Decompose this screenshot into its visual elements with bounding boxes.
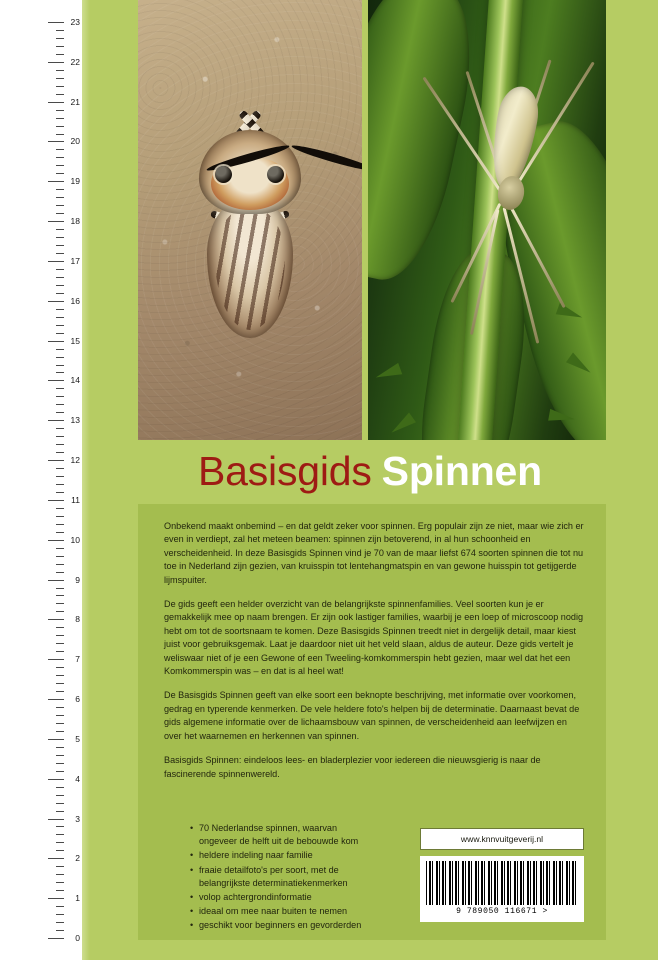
ruler-tick-minor xyxy=(56,237,64,238)
barcode-number: 9 789050 116671 > xyxy=(456,907,548,916)
bullet-text: 70 Nederlandse spinnen, waarvan xyxy=(199,823,338,833)
ruler-label: 4 xyxy=(75,773,80,784)
ruler-tick-minor xyxy=(56,476,64,477)
ruler-label: 6 xyxy=(75,694,80,705)
ruler-tick-minor xyxy=(56,588,64,589)
ruler-tick-minor xyxy=(56,30,64,31)
ruler-tick-minor xyxy=(56,731,64,732)
ruler-tick-minor xyxy=(56,388,64,389)
ruler-tick-major xyxy=(48,102,64,103)
ruler-tick-minor xyxy=(56,595,64,596)
ruler-strip xyxy=(0,0,82,960)
ruler-tick-major xyxy=(48,141,64,142)
ruler-label: 11 xyxy=(71,494,80,505)
ruler-tick-minor xyxy=(56,484,64,485)
ruler-tick-minor xyxy=(56,811,64,812)
ruler-tick-minor xyxy=(56,317,64,318)
ruler-label: 12 xyxy=(70,455,80,466)
bullet-subtext: belangrijkste determinatiekenmerken xyxy=(199,877,348,888)
book-back-cover xyxy=(82,0,658,960)
ruler-tick-major xyxy=(48,380,64,381)
ruler-tick-minor xyxy=(56,54,64,55)
ruler-tick-major xyxy=(48,22,64,23)
ruler-label: 13 xyxy=(70,415,80,426)
ruler-tick-minor xyxy=(56,651,64,652)
ruler-tick-minor xyxy=(56,436,64,437)
ruler-tick-minor xyxy=(56,611,64,612)
feature-bullet-list xyxy=(190,822,440,934)
ruler-tick-minor xyxy=(56,365,64,366)
blurb-paragraphs xyxy=(164,520,584,792)
ruler-tick-minor xyxy=(56,683,64,684)
blurb-paragraph-3: De Basisgids Spinnen geeft van elke soort een beknopte beschrijving, met informatie over voorkomen, gedrag en typerende kenmerken. De vele heldere foto's helpen bij de determinatie. Daarnaast bevat de gids algemene informatie over de lichaamsbouw van spinnen, de verscheidenheid aan leefwijzen en over het waarnemen en herkennen van spinnen. xyxy=(164,690,580,741)
ruler-label: 3 xyxy=(75,813,80,824)
ruler-tick-minor xyxy=(56,691,64,692)
cover-photo-row xyxy=(138,0,606,440)
ruler-tick-minor xyxy=(56,94,64,95)
list-item xyxy=(190,891,440,904)
ruler-label: 1 xyxy=(75,893,80,904)
ruler-tick-minor xyxy=(56,277,64,278)
ruler-tick-minor xyxy=(56,715,64,716)
ruler-tick-minor xyxy=(56,46,64,47)
barcode-bars xyxy=(426,861,578,905)
ruler-tick-minor xyxy=(56,86,64,87)
ruler-tick-major xyxy=(48,62,64,63)
ruler-tick-minor xyxy=(56,874,64,875)
ruler-tick-minor xyxy=(56,667,64,668)
ruler-label: 0 xyxy=(75,933,80,943)
ruler-tick-minor xyxy=(56,468,64,469)
cover-title xyxy=(82,440,658,502)
ruler-tick-minor xyxy=(56,556,64,557)
list-item xyxy=(190,919,440,932)
blurb-paragraph-4: Basisgids Spinnen: eindeloos lees- en bladerplezier voor iedereen die nieuwsgierig is naar de fascinerende spinnenwereld. xyxy=(164,755,541,779)
bullet-text: heldere indeling naar familie xyxy=(199,850,313,861)
ruler-tick-minor xyxy=(56,516,64,517)
ruler-tick-minor xyxy=(56,914,64,915)
ruler-tick-major xyxy=(48,898,64,899)
ruler-tick-minor xyxy=(56,850,64,851)
blurb-paragraph-1: Onbekend maakt onbemind – en dat geldt zeker voor spinnen. Erg populair zijn ze niet, maar wie zich er even in verdiept, zal het meteen beamen: spinnen zijn betoverend, in al hun schoonheid en verscheidenheid. In deze Basisgids Spinnen vind je 70 van de maar liefst 674 soorten spinnen die tot nu toe in Nederland zijn gezien, van kruisspin tot lentehangmatspin en van gewone huisspin tot getijgerde lijmspuiter. xyxy=(164,521,584,585)
ruler-tick-minor xyxy=(56,396,64,397)
ruler-label: 20 xyxy=(70,136,80,147)
bullet-text: ideaal om mee naar buiten te nemen xyxy=(199,906,348,917)
ruler-tick-minor xyxy=(56,635,64,636)
ruler-tick-major xyxy=(48,500,64,501)
ruler-tick-major xyxy=(48,460,64,461)
title-word-basisgids: Basisgids xyxy=(198,447,372,494)
ruler-tick-minor xyxy=(56,245,64,246)
ruler-tick-major xyxy=(48,221,64,222)
ruler-tick-minor xyxy=(56,548,64,549)
list-item xyxy=(190,849,440,862)
ruler-tick-major xyxy=(48,739,64,740)
ruler-tick-minor xyxy=(56,803,64,804)
ruler-tick-minor xyxy=(56,834,64,835)
ruler-tick-minor xyxy=(56,882,64,883)
ruler-tick-major xyxy=(48,261,64,262)
ruler-tick-minor xyxy=(56,229,64,230)
ruler-label: 7 xyxy=(75,654,80,665)
ruler-tick-minor xyxy=(56,452,64,453)
ruler-tick-major xyxy=(48,301,64,302)
ruler-tick-minor xyxy=(56,755,64,756)
ruler-tick-minor xyxy=(56,492,64,493)
ruler-tick-major xyxy=(48,858,64,859)
ruler-tick-minor xyxy=(56,627,64,628)
ruler-tick-minor xyxy=(56,524,64,525)
ruler-tick-minor xyxy=(56,787,64,788)
ruler-tick-minor xyxy=(56,110,64,111)
bullet-text: geschikt voor beginners en gevorderden xyxy=(199,920,362,931)
ruler-tick-minor xyxy=(56,253,64,254)
jumping-spider-on-sand-photo xyxy=(138,0,362,440)
ruler-tick-minor xyxy=(56,532,64,533)
ruler-tick-minor xyxy=(56,325,64,326)
ruler-label: 19 xyxy=(70,176,80,187)
ruler-tick-minor xyxy=(56,213,64,214)
ruler-label: 21 xyxy=(70,96,80,107)
ruler-tick-minor xyxy=(56,572,64,573)
ruler-tick-minor xyxy=(56,866,64,867)
ruler-tick-minor xyxy=(56,349,64,350)
bullet-text: fraaie detailfoto's per soort, met de xyxy=(199,864,339,875)
ruler-tick-minor xyxy=(56,675,64,676)
ruler-tick-minor xyxy=(56,197,64,198)
ruler-tick-minor xyxy=(56,930,64,931)
ruler-tick-minor xyxy=(56,149,64,150)
ruler-tick-minor xyxy=(56,826,64,827)
ruler-tick-minor xyxy=(56,723,64,724)
ruler-tick-minor xyxy=(56,126,64,127)
ruler-tick-minor xyxy=(56,165,64,166)
ruler-label: 22 xyxy=(70,56,80,67)
ruler-tick-minor xyxy=(56,38,64,39)
stretch-spider-on-stem-photo xyxy=(368,0,606,440)
back-cover-text-panel xyxy=(138,504,606,940)
ruler-label: 23 xyxy=(70,17,80,27)
ruler-tick-major xyxy=(48,540,64,541)
ruler-label: 2 xyxy=(75,853,80,864)
ruler-label: 17 xyxy=(70,255,80,266)
bullet-subtext: ongeveer de helft uit de bebouwde kom xyxy=(199,836,359,847)
ruler-label: 10 xyxy=(70,534,80,545)
ruler-tick-minor xyxy=(56,890,64,891)
ruler-tick-major xyxy=(48,938,64,939)
barcode-block xyxy=(420,828,584,922)
bullet-text: volop achtergrondinformatie xyxy=(199,892,312,903)
ruler-tick-minor xyxy=(56,508,64,509)
ruler-tick-major xyxy=(48,341,64,342)
ruler-tick-minor xyxy=(56,357,64,358)
publisher-url: www.knnvuitgeverij.nl xyxy=(460,834,544,844)
ruler-tick-minor xyxy=(56,795,64,796)
ruler-tick-minor xyxy=(56,922,64,923)
isbn-barcode xyxy=(420,856,584,922)
blurb-paragraph-2: De gids geeft een helder overzicht van de belangrijkste spinnenfamilies. Veel soorten kun je er gemakkelijk mee op naam brengen. Er zijn ook lastiger families, waarbij je een loep of microscoop nodig hebt om tot de soortsnaam te komen. Deze Basisgids Spinnen treedt niet in dergelijk detail, maar kiest juist voor gebruiksgemak. Laat je daardoor niet uit het veld slaan, aldus de auteur. Deze gids vertelt je weliswaar niet of je een Gewone of een Tweeling-komkommerspin hebt gezien, maar wel dat het een Komkommerspin was – en dat is al heel wat! xyxy=(164,599,584,677)
ruler-tick-minor xyxy=(56,763,64,764)
ruler-label: 9 xyxy=(75,574,80,585)
ruler-tick-minor xyxy=(56,842,64,843)
ruler-tick-minor xyxy=(56,603,64,604)
ruler-tick-minor xyxy=(56,643,64,644)
ruler-label: 5 xyxy=(75,733,80,744)
ruler-tick-minor xyxy=(56,372,64,373)
ruler-label: 8 xyxy=(75,614,80,625)
ruler-tick-minor xyxy=(56,118,64,119)
jumping-spider-illustration xyxy=(155,70,345,370)
ruler-label: 16 xyxy=(70,295,80,306)
ruler-tick-minor xyxy=(56,707,64,708)
ruler-tick-minor xyxy=(56,285,64,286)
ruler-tick-major xyxy=(48,699,64,700)
publisher-url-box[interactable] xyxy=(420,828,584,850)
title-word-spinnen: Spinnen xyxy=(381,447,542,494)
ruler-tick-minor xyxy=(56,309,64,310)
ruler-tick-minor xyxy=(56,771,64,772)
ruler-tick-major xyxy=(48,659,64,660)
ruler-label: 14 xyxy=(70,375,80,386)
ruler-tick-major xyxy=(48,580,64,581)
ruler-label: 15 xyxy=(70,335,80,346)
ruler-tick-minor xyxy=(56,293,64,294)
ruler-tick-major xyxy=(48,619,64,620)
ruler-tick-minor xyxy=(56,189,64,190)
ruler-tick-minor xyxy=(56,444,64,445)
ruler-tick-minor xyxy=(56,747,64,748)
ruler-tick-major xyxy=(48,181,64,182)
ruler-tick-minor xyxy=(56,333,64,334)
ruler-tick-minor xyxy=(56,404,64,405)
ruler-tick-minor xyxy=(56,173,64,174)
ruler-tick-minor xyxy=(56,78,64,79)
ruler-tick-minor xyxy=(56,70,64,71)
ruler-tick-major xyxy=(48,420,64,421)
ruler-tick-minor xyxy=(56,412,64,413)
ruler-tick-major xyxy=(48,779,64,780)
list-item xyxy=(190,822,440,848)
list-item xyxy=(190,864,440,890)
ruler-tick-minor xyxy=(56,205,64,206)
list-item xyxy=(190,905,440,918)
ruler-tick-minor xyxy=(56,269,64,270)
ruler-tick-minor xyxy=(56,157,64,158)
ruler-tick-minor xyxy=(56,428,64,429)
ruler-tick-minor xyxy=(56,134,64,135)
ruler-tick-minor xyxy=(56,564,64,565)
ruler-label: 18 xyxy=(70,216,80,227)
ruler-tick-major xyxy=(48,819,64,820)
ruler-tick-minor xyxy=(56,906,64,907)
